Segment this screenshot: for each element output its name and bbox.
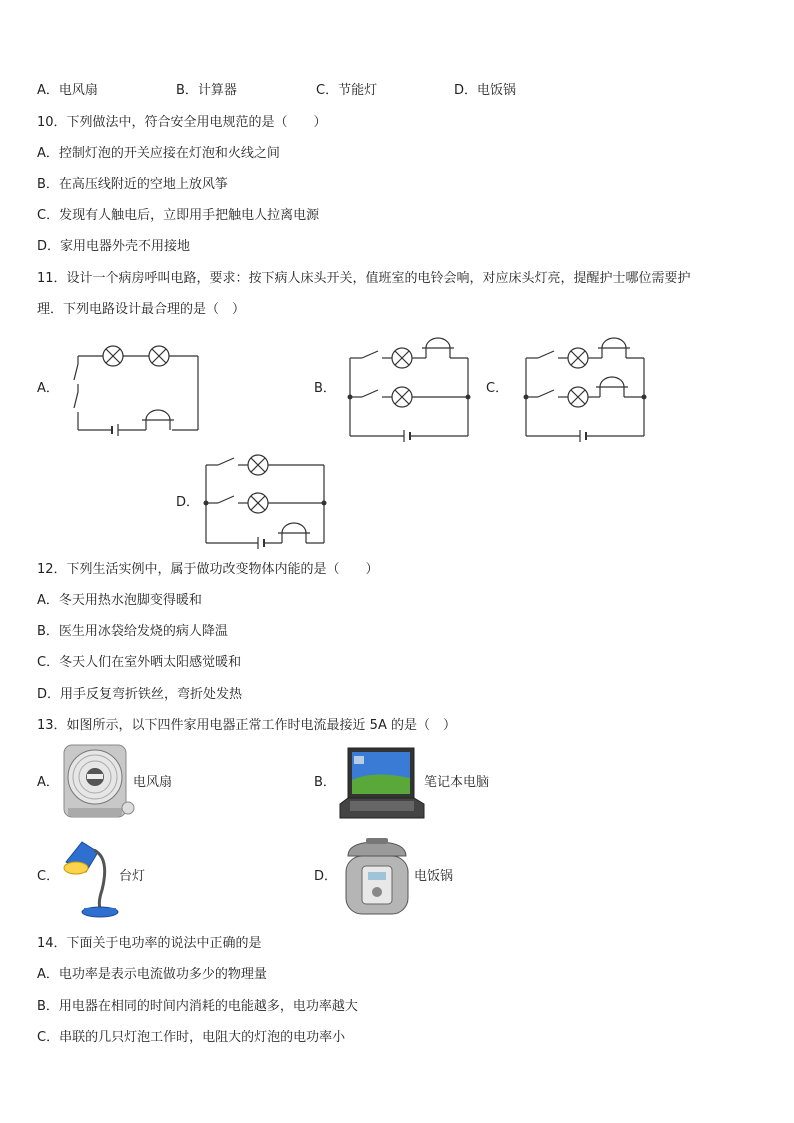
q9-option-d: D．电饭锅 <box>454 83 517 98</box>
q10-option-b: B．在高压线附近的空地上放风筝 <box>37 177 228 192</box>
q10-option-c: C．发现有人触电后，立即用手把触电人拉离电源 <box>37 208 320 223</box>
q12-option-a: A．冬天用热水泡脚变得暖和 <box>37 593 202 608</box>
q13-label-c: C． <box>37 869 60 884</box>
q13-label-a: A． <box>37 775 59 790</box>
q13-label-d: D． <box>314 869 338 884</box>
q12-option-c: C．冬天人们在室外晒太阳感觉暖和 <box>37 655 242 670</box>
q14-option-b: B．用电器在相同的时间内消耗的电能越多，电功率越大 <box>37 999 358 1014</box>
q11-stem-line1: 11．设计一个病房呼叫电路，要求：按下病人床头开关，值班室的电铃会响，对应床头灯亮，提醒护士哪位需要护 <box>37 271 691 286</box>
laptop-image <box>338 746 428 822</box>
q11-stem-line2: 理．下列电路设计最合理的是（ ） <box>37 302 246 317</box>
q14-stem: 14．下面关于电功率的说法中正确的是 <box>37 936 262 951</box>
q13-stem: 13．如图所示，以下四件家用电器正常工作时电流最接近 5A 的是（ ） <box>37 718 456 733</box>
electric-fan-image <box>60 742 135 820</box>
q11-label-a: A． <box>37 381 59 396</box>
q13-label-b: B． <box>314 775 336 790</box>
q12-option-b: B．医生用冰袋给发烧的病人降温 <box>37 624 228 639</box>
q11-label-d: D． <box>176 495 200 510</box>
q10-option-a: A．控制灯泡的开关应接在灯泡和火线之间 <box>37 146 280 161</box>
rice-cooker-image <box>340 836 414 920</box>
q13-name-c: 台灯 <box>119 869 146 884</box>
q12-stem: 12．下列生活实例中，属于做功改变物体内能的是（ ） <box>37 562 379 577</box>
q13-name-b: 笔记本电脑 <box>424 775 490 790</box>
q14-option-c: C．串联的几只灯泡工作时，电阻大的灯泡的电功率小 <box>37 1030 346 1045</box>
q11-label-b: B． <box>314 381 336 396</box>
q9-option-a: A．电风扇 <box>37 83 98 98</box>
q14-option-a: A．电功率是表示电流做功多少的物理量 <box>37 967 267 982</box>
q13-name-d: 电饭锅 <box>414 869 454 884</box>
q9-option-c: C．节能灯 <box>316 83 378 98</box>
q12-option-d: D．用手反复弯折铁丝，弯折处发热 <box>37 687 243 702</box>
q13-name-a: 电风扇 <box>133 775 173 790</box>
q10-stem: 10．下列做法中，符合安全用电规范的是（ ） <box>37 115 327 130</box>
q9-option-b: B．计算器 <box>176 83 237 98</box>
desk-lamp-image <box>60 838 120 920</box>
q11-label-c: C． <box>486 381 509 396</box>
q10-option-d: D．家用电器外壳不用接地 <box>37 239 191 254</box>
